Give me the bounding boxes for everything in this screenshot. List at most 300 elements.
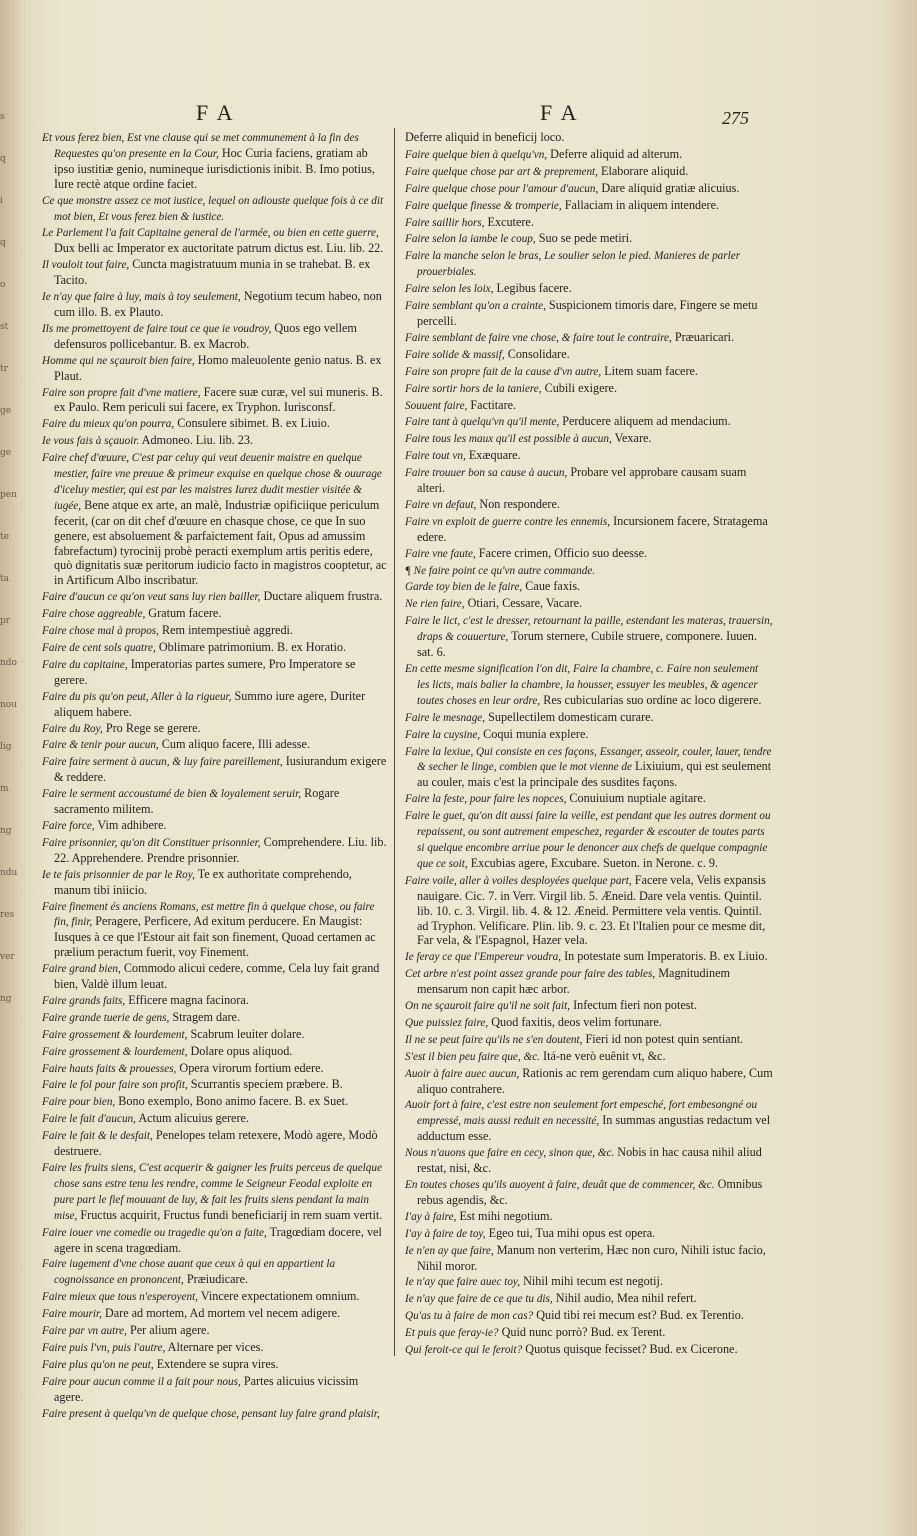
french-phrase: Faire du mieux qu'on pourra, [42, 418, 175, 431]
french-phrase: Ie n'ay que faire auec toy, [405, 1276, 521, 1289]
dictionary-entry [42, 1357, 387, 1373]
latin-translation: Dolare opus aliquod. [187, 1043, 293, 1058]
latin-translation: Supellectilem domesticam curare. [485, 709, 654, 724]
latin-translation: Coqui munia explere. [480, 726, 589, 741]
latin-translation: Oblimare patrimonium. B. ex Horatio. [155, 640, 347, 654]
french-phrase: Faire la manche selon le bras, Le soulier selon le pied. Manieres de parler prouerbiales. [405, 250, 741, 279]
french-phrase: Faire la feste, pour faire les nopces, [405, 793, 567, 806]
gutter-fragment: ng [0, 826, 12, 836]
dictionary-entry [405, 1066, 773, 1097]
dictionary-entry [42, 786, 387, 817]
french-phrase: Cet arbre n'est point assez grande pour faire des tables, [405, 968, 656, 981]
latin-translation: Fallaciam in aliquem intendere. [561, 197, 720, 212]
dictionary-entry [405, 364, 773, 380]
dictionary-entry [42, 193, 387, 225]
gutter-fragment: nou [0, 700, 18, 710]
french-phrase: Faire du capitaine, [42, 658, 128, 671]
latin-translation: Partes alicuius vicissim agere. [54, 1373, 359, 1404]
gutter-fragment: i [0, 196, 3, 206]
latin-translation: Facere crimen, Officio suo deesse. [475, 545, 648, 560]
french-phrase: Faire tant à quelqu'vn qu'il mente, [405, 416, 560, 429]
gutter-fragment: s [0, 112, 5, 122]
french-phrase: Qui feroit-ce qui le feroit? [405, 1344, 523, 1357]
dictionary-entry [405, 465, 773, 496]
french-phrase: Faire saillir hors, [405, 216, 485, 229]
gutter-fragment: ng [0, 994, 12, 1004]
dictionary-entry [405, 497, 773, 513]
dictionary-entry [405, 1145, 773, 1176]
latin-translation: Est mihi negotium. [456, 1208, 553, 1223]
latin-translation: Conuiuium nuptiale agitare. [566, 791, 706, 806]
gutter-fragment: tr [0, 364, 8, 374]
latin-translation: Actum alicuius gerere. [135, 1111, 249, 1126]
column-divider [394, 128, 395, 1356]
dictionary-entry [42, 1044, 387, 1060]
french-phrase: Faire semblant qu'on a crainte, [405, 300, 546, 313]
latin-translation: Tragœdiam docere, vel agere in scena tragœdiam. [54, 1224, 382, 1255]
dictionary-entry [405, 1097, 773, 1144]
french-phrase: Faire quelque chose pour l'amour d'aucun, [405, 182, 599, 195]
latin-translation: Peragere, Perficere, Ad exitum perducere. En Maugist: Iusques à ce que l'Estour ait fait son finement, Quoad certamen ac prælium peractum fuerit, voy Finement. [54, 914, 376, 960]
latin-translation: Cubili exigere. [541, 380, 618, 395]
latin-translation: Admoneo. Liu. lib. 23. [139, 433, 254, 448]
french-phrase: Faire mourir, [42, 1308, 102, 1321]
dictionary-entry [405, 1032, 773, 1048]
gutter-fragment: res [0, 910, 15, 920]
latin-translation: Facere vela, Velis expansis nauigare. Cic. 7. in Verr. Virgil lib. 5. Æneid. Dare vela ventis. Quintil. lib. 10. c. 3. Virgil. lib. 4. & 12. Æneid. Permittere vela ventis. Quintil. ad Tryphon. Velificare. Plin. lib. 9. c. 23. Et l'Italien pour ce mesme dit, Far vela, & l'Espagnol, Hazer vela. [417, 872, 766, 948]
dictionary-entry [405, 661, 773, 709]
french-phrase: Faire quelque bien à quelqu'vn, [405, 148, 548, 161]
dictionary-entry [42, 257, 387, 288]
dictionary-entry [42, 433, 387, 449]
latin-translation: Comprehendere. Liu. lib. 22. Apprehendere. Prendre prisonnier. [54, 834, 387, 865]
french-phrase: Faire hauts faits & prouesses, [42, 1062, 177, 1075]
latin-translation: Gratum facere. [145, 606, 222, 621]
dictionary-entry [405, 231, 773, 247]
latin-translation: Nihil audio, Mea nihil refert. [552, 1291, 697, 1306]
dictionary-entry [405, 596, 773, 612]
latin-translation: Per alium agere. [126, 1323, 210, 1338]
latin-translation: Efficere magna facinora. [125, 992, 249, 1007]
french-phrase: Faire quelque finesse & tromperie, [405, 199, 562, 212]
latin-translation: Scurrantis speciem præbere. B. [187, 1077, 343, 1092]
dictionary-entry [42, 1406, 387, 1422]
french-phrase: Faire voile, aller à voiles desployées quelque part, [405, 874, 632, 887]
latin-translation: Infectum fieri non potest. [570, 998, 697, 1013]
french-phrase: I'ay à faire de toy, [405, 1227, 486, 1240]
dictionary-entry [405, 414, 773, 430]
gutter-fragment: st [0, 322, 9, 332]
dictionary-entry [405, 514, 773, 545]
dictionary-entry [405, 248, 773, 280]
dictionary-entry [405, 1226, 773, 1242]
french-phrase: Faire la cuysine, [405, 728, 481, 741]
dictionary-entry [405, 398, 773, 414]
gutter-fragment: ge [0, 448, 12, 458]
latin-translation: Fructus acquirit, Fructus fundi beneficiarij in rem suam vertit. [77, 1207, 383, 1222]
dictionary-entry [42, 1340, 387, 1356]
french-phrase: Faire grossement & lourdement, [42, 1028, 188, 1041]
french-phrase: Faire mieux que tous n'esperoyent, [42, 1291, 198, 1304]
dictionary-entry [405, 1015, 773, 1031]
dictionary-entry [405, 381, 773, 397]
french-phrase: Garde toy bien de le faire, [405, 581, 523, 594]
latin-translation: Summo iure agere, Duriter aliquem habere. [54, 688, 366, 719]
dictionary-entry [42, 589, 387, 605]
dictionary-entry [42, 640, 387, 656]
french-phrase: Faire chose mal à propos, [42, 625, 159, 638]
latin-translation: Probare vel approbare causam suam alteri. [417, 465, 747, 496]
latin-translation: Otiari, Cessare, Vacare. [464, 596, 583, 611]
latin-translation: Præiudicare. [183, 1272, 249, 1287]
latin-translation: Quid tibi rei mecum est? Bud. ex Terentio. [533, 1308, 744, 1323]
dictionary-entry [42, 961, 387, 992]
latin-translation: Dux belli ac Imperator ex auctoritate patrum dictus est. Liu. lib. 22. [54, 241, 384, 256]
latin-translation: Quid nunc porrò? Bud. ex Terent. [498, 1325, 666, 1340]
latin-translation: Bene atque ex arte, an malè, Industriæ opificiique periculum fecerit, (car on dit chef d'œuure en chasque chose, ce que In suo genere, est absoluement & parfaictement fait, Opus ad amussim fabrefactum) tyrocinij probè peracti exemplum artis peritis edere, quò dignitatis suæ peritorum iudicio facto in magistros cooptetur, ac in Artificum Albo inscribatur. [54, 497, 387, 588]
dictionary-entry [42, 416, 387, 432]
left-running-head: FA [196, 100, 243, 125]
latin-translation: Excutere. [484, 214, 534, 229]
dictionary-entry [42, 657, 387, 688]
latin-translation: Torum sternere, Cubile struere, componere. Iuuen. sat. 6. [417, 629, 757, 660]
dictionary-entry [42, 835, 387, 866]
french-phrase: Faire par vn autre, [42, 1325, 127, 1338]
dictionary-entry [405, 1291, 773, 1307]
french-phrase: Faire vne faute, [405, 547, 476, 560]
dictionary-entry [42, 289, 387, 320]
latin-translation: Consolidare. [504, 346, 570, 361]
dictionary-entry [405, 347, 773, 363]
french-phrase: Faire faire serment à aucun, & luy faire pareillement, [42, 756, 283, 769]
latin-translation: Nihil mihi tecum est negotij. [520, 1274, 663, 1289]
french-phrase: Faire selon la iambe le coup, [405, 233, 536, 246]
french-phrase: Faire vn defaut, [405, 498, 477, 511]
french-phrase: Souuent faire, [405, 399, 468, 412]
latin-translation: Vexare. [611, 431, 652, 446]
gutter-fragment: ge [0, 406, 12, 416]
french-phrase: Ie vous fais à sçauoir. [42, 435, 140, 448]
french-phrase: Faire le mesnage, [405, 711, 486, 724]
french-phrase: Faire grands faits, [42, 994, 126, 1007]
dictionary-entry [405, 431, 773, 447]
dictionary-entry [405, 744, 773, 791]
dictionary-entry [405, 1243, 773, 1274]
french-phrase: Faire le serment accoustumé de bien & loyalement seruir, [42, 788, 302, 801]
dictionary-entry [405, 1342, 773, 1358]
french-phrase: Et puis que feray-ie? [405, 1327, 499, 1340]
french-phrase: Faire & tenir pour aucun, [42, 739, 159, 752]
latin-translation: Iusiurandum exigere & reddere. [54, 754, 387, 785]
latin-translation: Fieri id non potest quin sentiant. [582, 1031, 744, 1046]
dictionary-entry [42, 1061, 387, 1077]
french-phrase: Que puissiez faire, [405, 1016, 489, 1029]
french-phrase: Faire les fruits siens, C'est acquerir & gaigner les fruits perceus de quelque chose sans estre tenu les rendre, comme le Seigneur Feodal exploite en pure part le fief mouuant de luy, & fait les fruits siens pendant la main mise, [42, 1162, 382, 1222]
latin-translation: Non respondere. [476, 496, 560, 511]
latin-translation: Litem suam facere. [601, 363, 698, 378]
dictionary-entry [42, 721, 387, 737]
dictionary-entry [42, 1256, 387, 1288]
dictionary-entry [405, 298, 773, 329]
french-phrase: Faire vn exploit de guerre contre les ennemis, [405, 515, 611, 528]
french-phrase: Faire iugement d'vne chose auant que ceux à qui en appartient la cognoissance en prononcent, [42, 1258, 336, 1287]
latin-translation: Dare aliquid gratiæ alicuius. [598, 180, 740, 195]
dictionary-entry [405, 164, 773, 180]
dictionary-entry [42, 1289, 387, 1305]
french-phrase: Ie n'ay que faire de ce que tu dis, [405, 1293, 553, 1306]
latin-translation: Quos ego vellem defensuros pollicebantur. B. ex Macrob. [54, 320, 357, 351]
french-phrase: Faire son propre fait d'vne matiere, [42, 386, 201, 399]
latin-translation: Dare ad mortem, Ad mortem vel necem adigere. [101, 1306, 341, 1321]
latin-translation: Quotus quisque fecisset? Bud. ex Cicerone. [522, 1342, 738, 1357]
latin-translation: In summas angustias redactum vel adductum esse. [417, 1113, 771, 1144]
french-phrase: Faire chose aggreable, [42, 608, 146, 621]
dictionary-entry [42, 1094, 387, 1110]
dictionary-entry [42, 1306, 387, 1322]
dictionary-entry [42, 1323, 387, 1339]
dictionary-entry [42, 867, 387, 898]
french-phrase: Faire le guet, qu'on dit aussi faire la veille, est pendant que les autres dorment ou repaissent, ou sont autrement empeschez, regarder & escouter de toutes parts si quelque encombre arriue pour le denoncer aux chefs de quelque compagnie que ce soit, [405, 810, 771, 870]
dictionary-entry [405, 998, 773, 1014]
dictionary-entry [42, 353, 387, 384]
french-phrase: Faire solide & massif, [405, 348, 505, 361]
french-phrase: Faire selon les loix, [405, 283, 494, 296]
french-phrase: Faire plus qu'on ne peut, [42, 1358, 154, 1371]
dictionary-entry [42, 737, 387, 753]
french-phrase: Faire le fait & le desfait, [42, 1130, 153, 1143]
latin-translation: Cuncta magistratuum munia in se trahebat. B. ex Tacito. [54, 257, 371, 288]
latin-translation: Penelopes telam retexere, Modò agere, Modò destruere. [54, 1128, 378, 1159]
french-phrase: Faire son propre fait de la cause d'vn autre, [405, 365, 602, 378]
french-phrase: Faire du Roy, [42, 722, 103, 735]
dictionary-entry [42, 606, 387, 622]
latin-translation: Scabrum leuiter dolare. [187, 1026, 305, 1041]
dictionary-entry [42, 321, 387, 352]
latin-translation: Hoc Curia faciens, gratiam ab ipso iustitiæ genio, numineque iurisdictionis inibit. B. Imo potius, Iure rectè atque ordine faciet. [54, 145, 375, 191]
french-phrase: Faire le fol pour faire son profit, [42, 1079, 188, 1092]
latin-translation: Alternare per vices. [165, 1339, 264, 1354]
gutter-fragment: m [0, 784, 9, 794]
left-column [42, 130, 387, 1423]
dictionary-entry [405, 281, 773, 297]
dictionary-entry [405, 727, 773, 743]
latin-translation: Rogare sacramento militem. [54, 786, 340, 817]
french-phrase: Faire grossement & lourdement, [42, 1045, 188, 1058]
dictionary-entry [42, 623, 387, 639]
latin-translation: Deferre aliquid in beneficij loco. [405, 130, 565, 144]
latin-translation: Commodo alicui cedere, comme, Cela luy fait grand bien, Valdè illum leuat. [54, 961, 380, 992]
french-phrase: Et vous ferez bien, Est vne clause qui se met communement à la fin des Requestes qu'on presente en la Cour, [42, 132, 359, 160]
gutter-fragment: lig [0, 742, 12, 752]
latin-translation: Egeo tui, Tua mihi opus est opera. [485, 1225, 656, 1240]
french-phrase: Faire grande tuerie de gens, [42, 1011, 170, 1024]
french-phrase: Nous n'auons que faire en cecy, sinon que, &c. [405, 1147, 615, 1160]
french-phrase: Faire quelque chose par art & preprement, [405, 165, 598, 178]
latin-translation: Caue faxis. [522, 579, 581, 594]
gutter-fragment: pr [0, 616, 11, 626]
latin-translation: Rem intempestiuè aggredi. [158, 623, 293, 638]
right-running-head: FA [540, 100, 587, 125]
french-phrase: Ie n'ay que faire à luy, mais à toy seulement, [42, 291, 241, 304]
latin-translation: Incursionem facere, Stratagema edere. [417, 513, 768, 544]
adjacent-page-margin [0, 110, 30, 1510]
gutter-fragment: ver [0, 952, 15, 962]
latin-translation: Nobis in hac causa nihil aliud restat, nisi, &c. [417, 1145, 762, 1176]
dictionary-entry [42, 1010, 387, 1026]
french-phrase: Il ne se peut faire qu'ils ne s'en doutent, [405, 1033, 583, 1046]
latin-translation: Suspicionem timoris dare, Fingere se metu percelli. [417, 298, 758, 328]
dictionary-entry [42, 1225, 387, 1256]
french-phrase: Ils me promettoyent de faire tout ce que ie voudroy, [42, 322, 272, 335]
french-phrase: Faire pour bien, [42, 1096, 116, 1109]
gutter-fragment: ta [0, 574, 9, 584]
gutter-fragment: q [0, 238, 6, 248]
dictionary-entry [42, 1374, 387, 1405]
french-phrase: Ie n'en ay que faire, [405, 1244, 494, 1257]
dictionary-entry [42, 385, 387, 416]
french-phrase: ¶ Ne faire point ce qu'vn autre commande. [405, 564, 596, 577]
french-phrase: Auoir à faire auec aucun, [405, 1067, 520, 1080]
latin-translation: Excubias agere, Excubare. Sueton. in Nerone. c. 9. [467, 855, 719, 870]
latin-translation: Deferre aliquid ad alterum. [547, 146, 683, 161]
french-phrase: Faire de cent sols quatre, [42, 642, 156, 654]
latin-translation: Homo maleuolente genio natus. B. ex Plaut. [54, 352, 382, 383]
french-phrase: Faire prisonnier, qu'on dit Constituer prisonnier, [42, 836, 261, 849]
dictionary-entry [405, 563, 773, 579]
french-phrase: Faire grand bien, [42, 963, 121, 976]
dictionary-entry [405, 791, 773, 807]
french-phrase: Faire force, [42, 819, 95, 832]
right-column [405, 130, 773, 1359]
dictionary-entry [405, 1274, 773, 1290]
french-phrase: Faire le fait d'aucun, [42, 1113, 136, 1126]
latin-translation: Elaborare aliquid. [597, 163, 689, 178]
dictionary-entry [42, 818, 387, 834]
latin-translation: Factitare. [467, 397, 517, 412]
dictionary-entry [405, 873, 773, 949]
french-phrase: Homme qui ne sçauroit bien faire, [42, 354, 195, 367]
french-phrase: Ie te fais prisonnier de par le Roy, [42, 868, 195, 881]
latin-translation: Magnitudinem mensarum non capit hæc arbor. [417, 966, 730, 997]
dictionary-entry [42, 754, 387, 785]
dictionary-entry [42, 225, 387, 256]
dictionary-entry [405, 710, 773, 726]
dictionary-entry [405, 579, 773, 595]
french-phrase: Faire la lexiue, Qui consiste en ces façons, Essanger, asseoir, couler, lauer, tendre & secher le linge, combien que le mot vienne de [405, 745, 772, 774]
latin-translation: Vincere expectationem omnium. [197, 1289, 360, 1304]
french-phrase: Faire semblant de faire vne chose, & faire tout le contraire, [405, 331, 672, 344]
dictionary-entry [405, 1209, 773, 1225]
french-phrase: Faire iouer vne comedie ou tragedie qu'on a faite, [42, 1226, 267, 1239]
french-phrase: Faire trouuer bon sa cause à aucun, [405, 467, 568, 480]
dictionary-entry [42, 1160, 387, 1224]
dictionary-entry [405, 613, 773, 660]
latin-translation: Perducere aliquem ad mendacium. [559, 414, 731, 429]
latin-translation: Facere suæ curæ, vel sui muneris. B. ex Paulo. Rem periculi sui facere, ex Tryphon. Iurisconsf. [54, 384, 383, 415]
french-phrase: En toutes choses qu'ils auoyent à faire, deuât que de commencer, &c. [405, 1179, 715, 1191]
latin-translation: Rationis ac rem gerendam cum aliquo habere, Cum aliquo contrahere. [417, 1065, 773, 1096]
latin-translation: Opera virorum fortium edere. [176, 1060, 324, 1075]
dictionary-entry [405, 1049, 773, 1065]
dictionary-entry [42, 689, 387, 720]
latin-translation: Pro Rege se gerere. [102, 720, 201, 735]
dictionary-entry [405, 215, 773, 231]
french-phrase: Il vouloit tout faire, [42, 259, 130, 272]
dictionary-entry [405, 130, 773, 146]
gutter-fragment: o [0, 280, 6, 290]
french-phrase: Faire pour aucun comme il a fait pour nous, [42, 1375, 241, 1388]
dictionary-entry [405, 198, 773, 214]
dictionary-entry [405, 1325, 773, 1341]
latin-translation: Quod faxitis, deos velim fortunare. [488, 1014, 662, 1029]
dictionary-entry [42, 899, 387, 961]
french-phrase: Faire puis l'vn, puis l'autre, [42, 1341, 166, 1354]
latin-translation: In potestate sum Imperatoris. B. ex Liuio. [561, 949, 768, 964]
french-phrase: Faire finement és anciens Romans, est mettre fin à quelque chose, ou faire fin, finir, [42, 900, 375, 929]
french-phrase: Qu'as tu à faire de mon cas? [405, 1310, 534, 1323]
page-number: 275 [722, 108, 749, 128]
latin-translation: Omnibus rebus agendis, &c. [417, 1177, 763, 1207]
latin-translation: Bono exemplo, Bono animo facere. B. ex Suet. [115, 1094, 349, 1109]
gutter-fragment: te [0, 532, 9, 542]
dictionary-entry [405, 966, 773, 997]
french-phrase: Ie feray ce que l'Empereur voudra, [405, 951, 562, 964]
latin-translation: Imperatorias partes sumere, Pro Imperatore se gerere. [54, 656, 356, 687]
latin-translation: Te ex authoritate comprehendo, manum tibi iniicio. [54, 866, 352, 897]
french-phrase: Ne rien faire, [405, 598, 465, 611]
latin-translation: Lixiuium, qui est seulement au couler, mais c'est la principale des susdites façons. [417, 759, 772, 790]
french-phrase: En cette mesme signification l'on dit, Faire la chambre, c. Faire non seulement les licts, mais balier la chambre, la housser, essuyer les meubles, & agencer toutes choses en leur ordre, [405, 663, 759, 707]
latin-translation: Res cubicularias suo ordine ac loco digerere. [540, 692, 762, 707]
french-phrase: Ce que monstre assez ce mot iustice, lequel on adiouste quelque fois à ce dit mot bien, Et vous ferez bien & iustice. [42, 194, 384, 223]
dictionary-entry [405, 1308, 773, 1324]
latin-translation: Itá-ne verò euênit vt, &c. [539, 1048, 666, 1063]
dictionary-entry [42, 450, 387, 588]
dictionary-entry [42, 993, 387, 1009]
latin-translation: Suo se pede metiri. [535, 231, 633, 246]
latin-translation: Exæquare. [465, 448, 521, 463]
french-phrase: Faire du pis qu'on peut, Aller à la rigueur, [42, 690, 232, 703]
latin-translation: Ductare aliquem frustra. [260, 589, 383, 604]
dictionary-entry [42, 1111, 387, 1127]
french-phrase: Faire tout vn, [405, 450, 466, 463]
french-phrase: Faire tous les maux qu'il est possible à aucun, [405, 433, 612, 446]
gutter-fragment: q [0, 154, 6, 164]
french-phrase: Le Parlement l'a fait Capitaine general de l'armée, ou bien en cette guerre, [42, 227, 379, 240]
dictionary-entry [405, 181, 773, 197]
dictionary-entry [42, 1077, 387, 1093]
gutter-fragment: ndo [0, 658, 17, 668]
latin-translation: Consulere sibimet. B. ex Liuio. [174, 416, 330, 431]
french-phrase: Faire chef d'œuure, C'est par celuy qui veut deuenir maistre en quelque mestier, faire vne preuue & primeur exquise en quelque chose & ouurage d'iceluy mestier, qui est par les maistres Iurez dudit mestier visitée & iugée, [42, 452, 382, 512]
french-phrase: Faire present à quelqu'vn de quelque chose, pensant luy faire grand plaisir, [42, 1407, 380, 1420]
dictionary-entry [405, 448, 773, 464]
french-phrase: Faire sortir hors de la taniere, [405, 382, 542, 395]
dictionary-entry [42, 1027, 387, 1043]
french-phrase: Faire d'aucun ce qu'on veut sans luy rien bailler, [42, 591, 261, 604]
gutter-fragment: pen [0, 490, 17, 500]
dictionary-entry [42, 130, 387, 192]
latin-translation: Manum non verterim, Hæc non curo, Nihili istuc facio, Nihil moror. [417, 1242, 766, 1273]
dictionary-entry [405, 949, 773, 965]
latin-translation: Cum aliquo facere, Illi adesse. [158, 737, 311, 752]
french-phrase: Faire le lict, c'est le dresser, retournant la paille, estendant les materas, trauersin, draps & couuerture, [405, 615, 773, 644]
latin-translation: Extendere se supra vires. [153, 1356, 279, 1371]
dictionary-entry [42, 1128, 387, 1159]
latin-translation: Vim adhibere. [94, 817, 167, 832]
dictionary-entry [405, 330, 773, 346]
dictionary-entry [405, 1177, 773, 1208]
